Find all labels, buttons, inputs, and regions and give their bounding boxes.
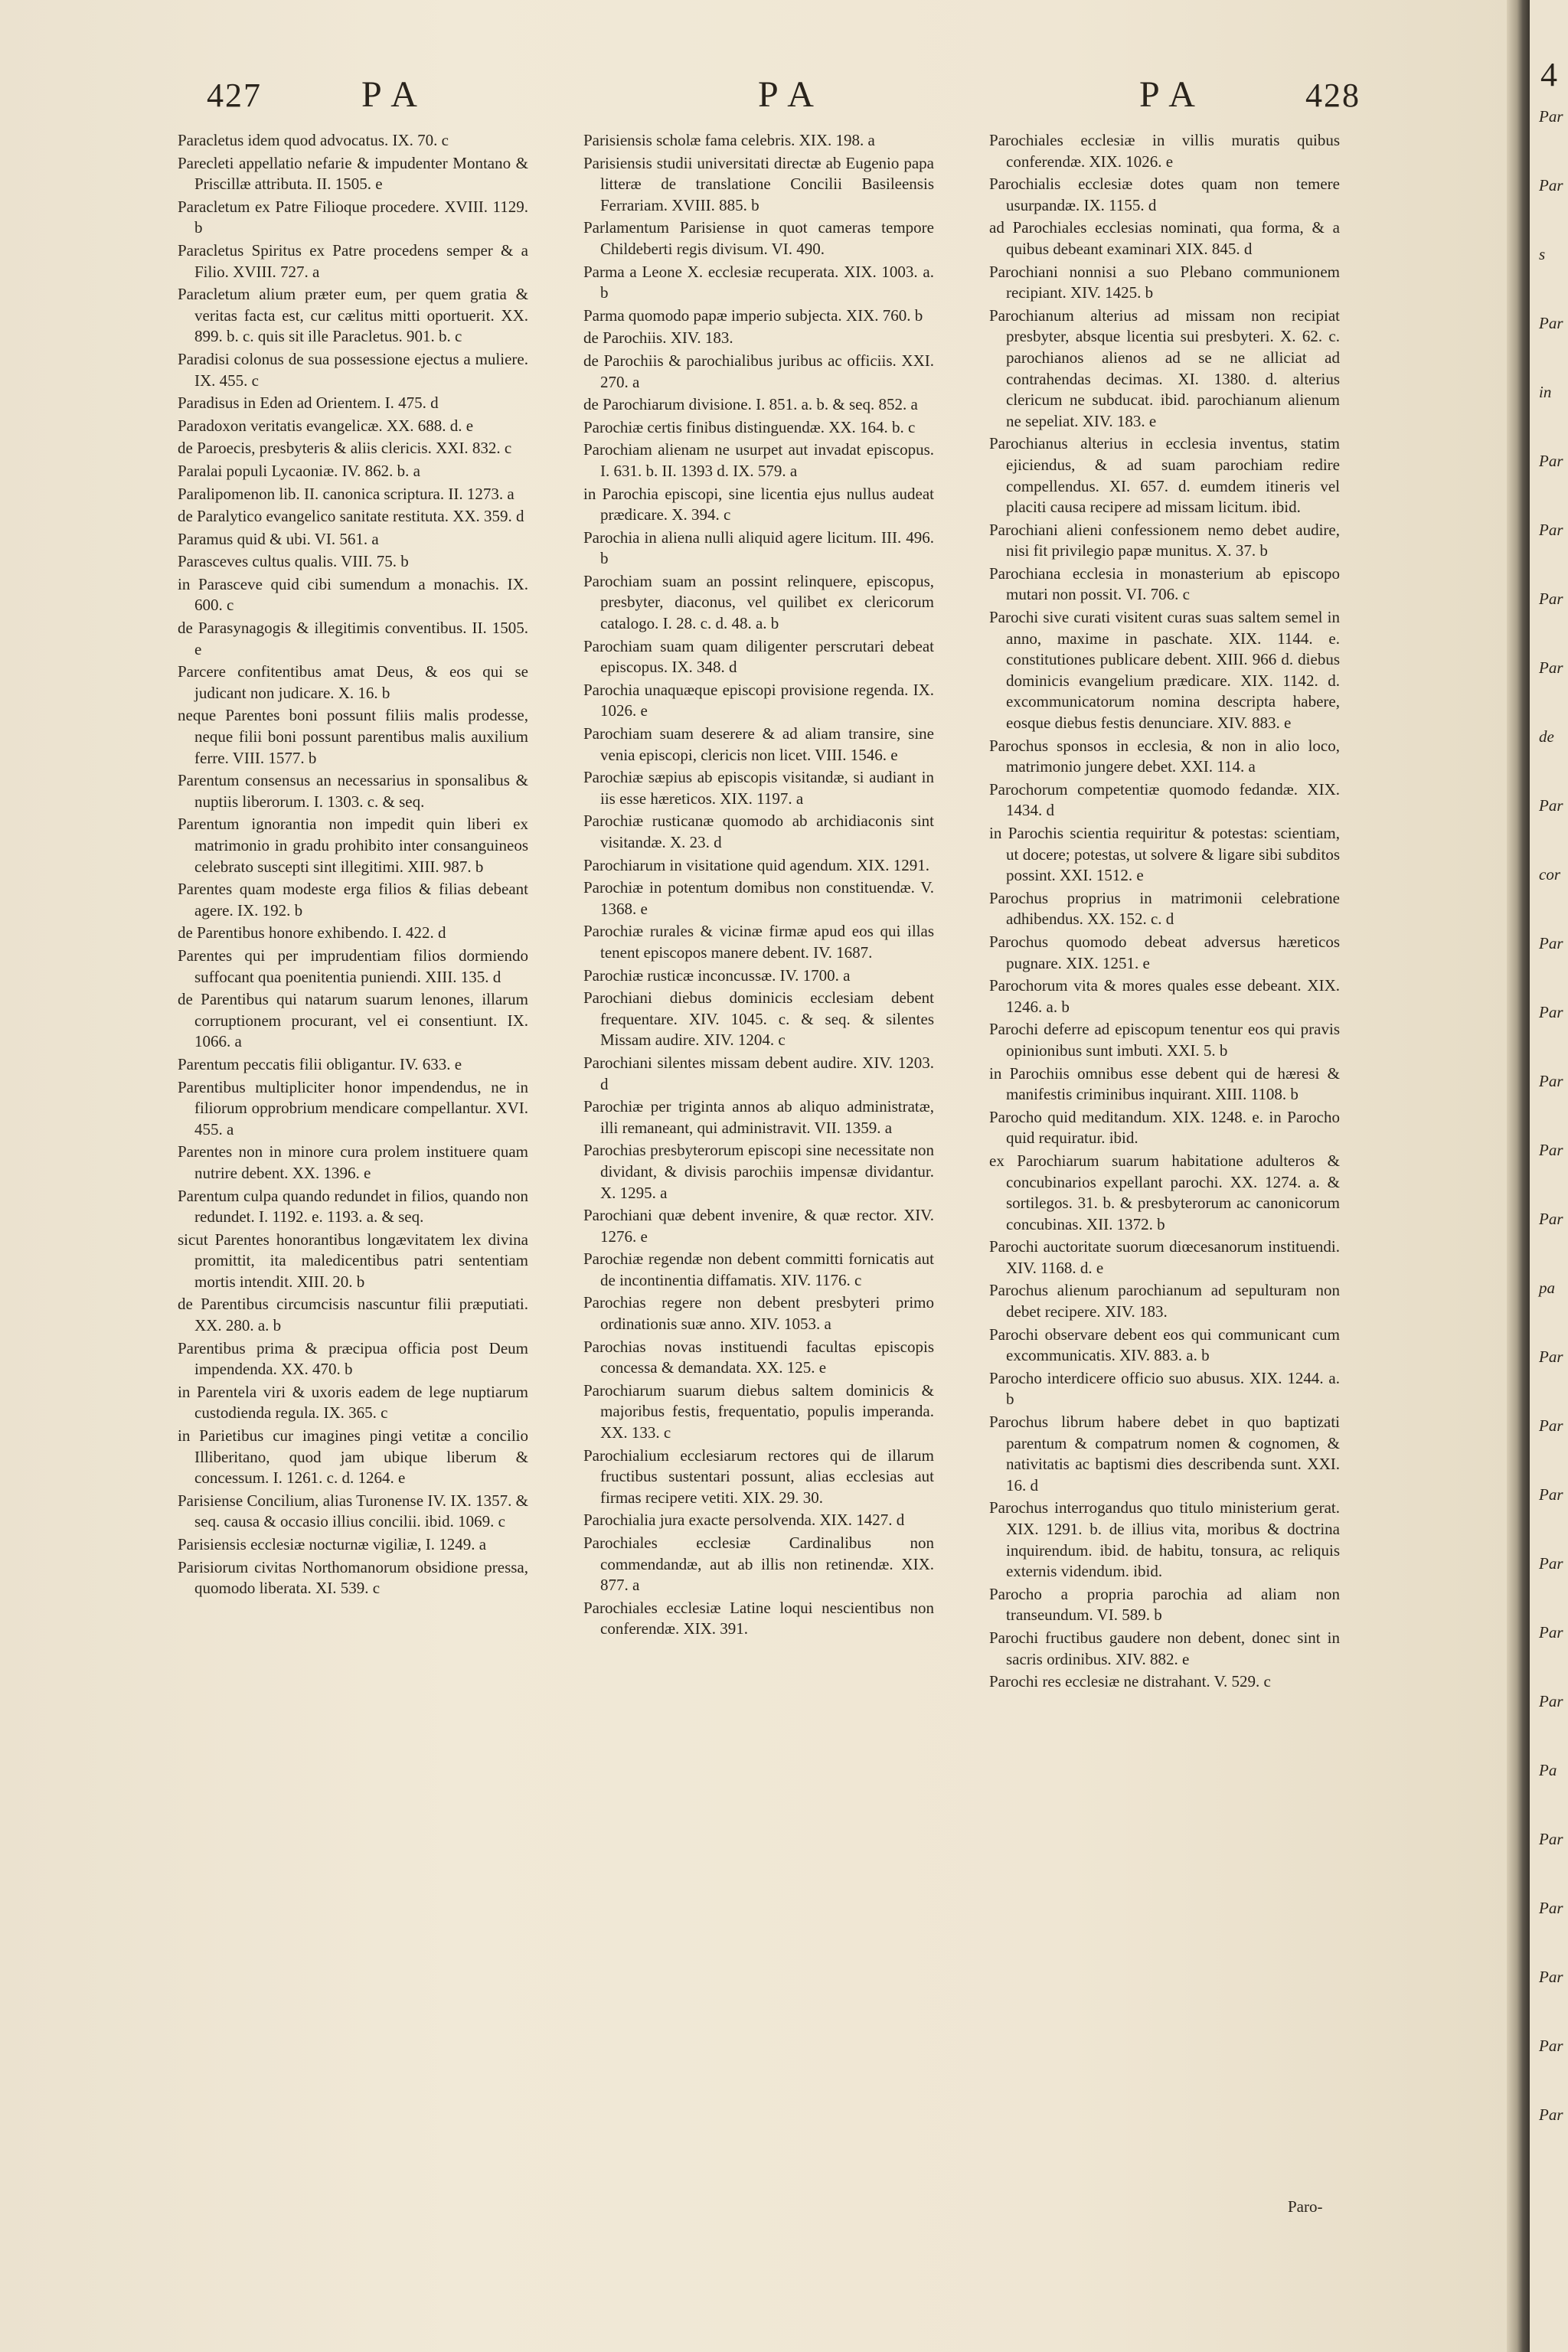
index-entry: Parma quomodo papæ imperio subjecta. XIX. 760. b xyxy=(583,305,923,325)
next-page-line-fragment: Par xyxy=(1539,1003,1563,1021)
index-column-2 xyxy=(583,130,934,1642)
next-page-line-fragment: Par xyxy=(1539,934,1563,952)
catchword: Paro- xyxy=(1288,2197,1323,2216)
index-entry: Parochiam suam deserere & ad aliam transire, sine venia episcopi, clericis non licet. VIII. 1546. e xyxy=(583,724,934,764)
next-page-line-fragment: Par xyxy=(1539,452,1563,470)
index-entry: Parlamentum Parisiense in quot cameras tempore Childeberti regis divisum. VI. 490. xyxy=(583,218,934,258)
book-gutter xyxy=(1507,0,1530,2352)
index-entry: Parentibus prima & præcipua officia post Deum impendenda. XX. 470. b xyxy=(178,1338,528,1379)
index-entry: Parentum peccatis filii obligantur. IV. 633. e xyxy=(178,1054,462,1073)
index-entry: Parochiæ certis finibus distinguendæ. XX. 164. b. c xyxy=(583,417,916,436)
index-entry: ex Parochiarum suarum habitatione adulteros & concubinarios expellant parochi. XX. 1274. a. & sortilegos. 31. b. & presbyterorum ac canonicorum concubinas. XII. 1372. b xyxy=(989,1151,1340,1233)
index-entry: de Parentibus honore exhibendo. I. 422. d xyxy=(178,923,446,942)
index-entry: in Parasceve quid cibi sumendum a monachis. IX. 600. c xyxy=(178,574,528,615)
index-entry: Parochiani diebus dominicis ecclesiam debent frequentare. XIV. 1045. c. & seq. & silentes Missam audire. XIV. 1204. c xyxy=(583,988,934,1050)
next-page-line-fragment: Par xyxy=(1539,1072,1563,1090)
index-entry: in Parochia episcopi, sine licentia ejus nullus audeat prædicare. X. 394. c xyxy=(583,484,934,524)
index-entry: Parochiana ecclesia in monasterium ab episcopo mutari non possit. VI. 706. c xyxy=(989,564,1340,604)
index-entry: in Parochiis omnibus esse debent qui de hæresi & manifestis criminibus inquirant. XIII. 1108. b xyxy=(989,1063,1340,1104)
next-page-line-fragment: pa xyxy=(1539,1279,1555,1297)
index-entry: Parochiam alienam ne usurpet aut invadat episcopus. I. 631. b. II. 1393 d. IX. 579. a xyxy=(583,440,934,480)
next-page-line-fragment: Par xyxy=(1539,1348,1563,1366)
running-head-left: P A xyxy=(361,74,419,115)
next-page-line-fragment: Par xyxy=(1539,1554,1563,1573)
next-page-line-fragment: Par xyxy=(1539,590,1563,608)
index-entry: Parisiense Concilium, alias Turonense IV. IX. 1357. & seq. causa & occasio illius concilii. ibid. 1069. c xyxy=(178,1491,528,1531)
next-page-line-fragment: Par xyxy=(1539,658,1563,677)
index-entry: Paralai populi Lycaoniæ. IV. 862. b. a xyxy=(178,461,420,480)
next-page-line-fragment: Par xyxy=(1539,2105,1563,2124)
next-page-line-fragment: Par xyxy=(1539,1899,1563,1917)
index-entry: Parochi deferre ad episcopum tenentur eos qui pravis opinionibus sunt imbuti. XXI. 5. b xyxy=(989,1020,1340,1060)
right-page-number: 428 xyxy=(1305,77,1361,114)
index-column-1 xyxy=(178,130,528,1601)
next-page-line-fragment: cor xyxy=(1539,865,1560,884)
index-entry: de Parochiis & parochialibus juribus ac officiis. XXI. 270. a xyxy=(583,351,934,391)
index-entry: Parcere confitentibus amat Deus, & eos qui se judicant non judicare. X. 16. b xyxy=(178,662,528,702)
index-entry: Paralipomenon lib. II. canonica scriptura. II. 1273. a xyxy=(178,484,514,503)
index-entry: de Parentibus circumcisis nascuntur filii præputiati. XX. 280. a. b xyxy=(178,1295,528,1335)
index-entry: Parochiales ecclesiæ Latine loqui nescientibus non conferendæ. XIX. 391. xyxy=(583,1598,934,1638)
index-entry: Paracletus Spiritus ex Patre procedens semper & a Filio. XVIII. 727. a xyxy=(178,240,528,281)
index-entry: Parentes quam modeste erga filios & filias debeant agere. IX. 192. b xyxy=(178,880,528,920)
next-page-line-fragment: Par xyxy=(1539,1485,1563,1504)
index-entry: Parochianus alterius in ecclesia inventus, statim ejiciendus, & ad suam parochiam redire compellendus. XI. 657. d. eumdem itineris vel placiti causa recipere ad missam licitum. ibid. xyxy=(989,434,1340,517)
index-entry: Parochus proprius in matrimonii celebratione adhibendus. XX. 152. c. d xyxy=(989,888,1340,929)
index-entry: Parochiani alieni confessionem nemo debet audire, nisi fit privilegio papæ munitus. X. 37. b xyxy=(989,520,1340,560)
index-entry: Parochiarum suarum diebus saltem dominicis & majoribus festis, frequentatio, populis imperanda. XX. 133. c xyxy=(583,1380,934,1442)
index-entry: de Paralytico evangelico sanitate restituta. XX. 359. d xyxy=(178,507,524,526)
index-entry: Parocho interdicere officio suo abusus. XIX. 1244. a. b xyxy=(989,1368,1340,1409)
index-entry: Parentes non in minore cura prolem instituere quam nutrire debent. XX. 1396. e xyxy=(178,1142,528,1182)
index-entry: Paradisi colonus de sua possessione ejectus a muliere. IX. 455. c xyxy=(178,349,528,390)
next-page-line-fragment: in xyxy=(1539,383,1552,401)
next-page-line-fragment: s xyxy=(1539,245,1546,263)
index-entry: Paracletus idem quod advocatus. IX. 70. c xyxy=(178,131,449,149)
index-entry: Parochus interrogandus quo titulo ministerium gerat. XIX. 1291. b. de illius vita, moribus & doctrina inquirendum. ibid. de habitu, tonsura, ac reliquis externis videndum. ibid. xyxy=(989,1498,1340,1581)
index-entry: Parentibus multipliciter honor impendendus, ne in filiorum opprobrium mendicare compellantur. XVI. 455. a xyxy=(178,1077,528,1138)
index-entry: Parochiam suam an possint relinquere, episcopus, presbyter, diaconus, vel quilibet ex clericorum catalogo. I. 28. c. d. 48. a. b xyxy=(583,571,934,633)
index-entry: Parochias novas instituendi facultas episcopis concessa & demandata. XX. 125. e xyxy=(583,1337,934,1377)
index-entry: Parentum culpa quando redundet in filios, quando non redundet. I. 1192. e. 1193. a. & seq. xyxy=(178,1186,528,1227)
index-entry: Parochiani nonnisi a suo Plebano communionem recipiant. XIV. 1425. b xyxy=(989,262,1340,302)
next-page-edge xyxy=(1530,0,1568,2352)
index-entry: Parochus quomodo debeat adversus hæreticos pugnare. XIX. 1251. e xyxy=(989,932,1340,972)
index-entry: Parochus librum habere debet in quo baptizati parentum & compatrum nomen & cognomen, & nativitatis ac baptismi dies describenda sunt. XXI. 16. d xyxy=(989,1413,1340,1494)
index-entry: Parochiales ecclesiæ Cardinalibus non commendandæ, aut ab illis non retinendæ. XIX. 877. a xyxy=(583,1534,934,1595)
running-head-center: P A xyxy=(758,74,815,115)
index-entry: in Parietibus cur imagines pingi vetitæ a concilio Illiberitano, quod jam ubique liberum & concessum. I. 1261. c. d. 1264. e xyxy=(178,1426,528,1488)
index-entry: Paramus quid & ubi. VI. 561. a xyxy=(178,529,379,548)
index-entry: Parochiæ regendæ non debent committi fornicatis aut de incontinentia diffamatis. XIV. 1176. c xyxy=(583,1250,934,1289)
index-entry: Parochialis ecclesiæ dotes quam non temere usurpandæ. IX. 1155. d xyxy=(989,175,1340,214)
left-page-number: 427 xyxy=(207,77,262,114)
next-page-line-fragment: Pa xyxy=(1539,1761,1557,1779)
index-entry: Parochiani quæ debent invenire, & quæ rector. XIV. 1276. e xyxy=(583,1206,934,1246)
index-entry: Parochiæ rusticæ inconcussæ. IV. 1700. a xyxy=(583,965,851,985)
index-entry: Parochialia jura exacte persolvenda. XIX. 1427. d xyxy=(583,1511,905,1530)
next-page-line-fragment: Par xyxy=(1539,1968,1563,1986)
running-head-right: P A xyxy=(1139,74,1197,115)
index-entry: Parentum consensus an necessarius in sponsalibus & nuptiis liberorum. I. 1303. c. & seq. xyxy=(178,771,528,811)
index-entry: Parochorum vita & mores quales esse debeant. XIX. 1246. a. b xyxy=(989,976,1340,1016)
index-entry: Parochi res ecclesiæ ne distrahant. V. 529. c xyxy=(989,1672,1271,1691)
index-entry: Parochi observare debent eos qui communicant cum excommunicatis. XIV. 883. a. b xyxy=(989,1325,1340,1365)
index-entry: Parochia in aliena nulli aliquid agere licitum. III. 496. b xyxy=(583,528,934,568)
index-entry: Parisiensis scholæ fama celebris. XIX. 198. a xyxy=(583,131,875,149)
index-entry: neque Parentes boni possunt filiis malis prodesse, neque filii boni possunt parentibus malis auxilium ferre. VIII. 1577. b xyxy=(178,706,528,767)
index-entry: in Parentela viri & uxoris eadem de lege nuptiarum custodienda regula. IX. 365. c xyxy=(178,1382,528,1423)
index-entry: Paradoxon veritatis evangelicæ. XX. 688. d. e xyxy=(178,416,474,435)
index-entry: Parochiæ per triginta annos ab aliquo administratæ, illi remaneant, qui administravit. VII. 1359. a xyxy=(583,1097,934,1137)
index-entry: Parochiæ rusticanæ quomodo ab archidiaconis sint visitandæ. X. 23. d xyxy=(583,812,934,851)
index-entry: Parochiales ecclesiæ in villis muratis quibus conferendæ. XIX. 1026. e xyxy=(989,131,1340,171)
index-entry: Parisiensis ecclesiæ nocturnæ vigiliæ, I. 1249. a xyxy=(178,1535,487,1553)
index-entry: Paracletum alium præter eum, per quem gratia & veritas facta est, cur cælitus mitti oportuerit. XX. 899. b. c. quis sit ille Paracletus. 901. b. c xyxy=(178,285,528,346)
index-entry: Parisiensis studii universitati directæ ab Eugenio papa litteræ de translatione Concilii Basileensis Ferrariam. XVIII. 885. b xyxy=(583,153,934,214)
index-column-3 xyxy=(989,130,1340,1694)
index-entry: Parisiorum civitas Northomanorum obsidione pressa, quomodo liberata. XI. 539. c xyxy=(178,1557,528,1598)
index-entry: Paracletum ex Patre Filioque procedere. XVIII. 1129. b xyxy=(178,197,528,237)
index-entry: de Parentibus qui natarum suarum lenones, illarum corruptionem procurant, vel ei consentiunt. IX. 1066. a xyxy=(178,990,528,1051)
index-entry: Parochia unaquæque episcopi provisione regenda. IX. 1026. e xyxy=(583,680,934,720)
index-entry: Parocho a propria parochia ad aliam non transeundum. VI. 589. b xyxy=(989,1584,1340,1625)
index-entry: de Paroecis, presbyteris & aliis clericis. XXI. 832. c xyxy=(178,439,512,458)
index-entry: Parentum ignorantia non impedit quin liberi ex matrimonio in gradu prohibito inter consanguineos celebrato suscepti sint illegitimi. XIII. 987. b xyxy=(178,815,528,876)
index-entry: Parochi sive curati visitent curas suas saltem semel in anno, maxime in paschate. XIX. 1144. e. constitutiones publicare debent. XIII. 966 d. diebus dominicis evangelium prædicare. XIX. 1142. d. excommunicatorum nomina descripta habere, eosque diebus festis denunciare. XIV. 883. e xyxy=(989,608,1340,733)
index-entry: Parochus alienum parochianum ad sepulturam non debet recipere. XIV. 183. xyxy=(989,1281,1340,1321)
next-page-line-fragment: Par xyxy=(1539,1416,1563,1435)
index-entry: Parochialium ecclesiarum rectores qui de illarum fructibus sustentari possunt, alias ecclesias aut firmas recipere vetiti. XIX. 29. 30. xyxy=(583,1446,934,1507)
next-page-number-fragment: 4 xyxy=(1540,56,1557,93)
index-entry: Parasceves cultus qualis. VIII. 75. b xyxy=(178,552,409,571)
next-page-line-fragment: Par xyxy=(1539,1210,1563,1228)
index-entry: Parochiæ rurales & vicinæ firmæ apud eos qui illas tenent episcopos manere debent. IV. 1687. xyxy=(583,922,934,962)
index-entry: Parecleti appellatio nefarie & impudenter Montano & Priscillæ attributa. II. 1505. e xyxy=(178,153,528,194)
next-page-line-fragment: Par xyxy=(1539,1692,1563,1710)
next-page-line-fragment: Par xyxy=(1539,796,1563,815)
index-entry: Parma a Leone X. ecclesiæ recuperata. XIX. 1003. a. b xyxy=(583,262,934,302)
next-page-line-fragment: Par xyxy=(1539,107,1563,126)
index-entry: de Parasynagogis & illegitimis conventibus. II. 1505. e xyxy=(178,619,528,658)
index-entry: Parocho quid meditandum. XIX. 1248. e. in Parocho quid requiratur. ibid. xyxy=(989,1107,1340,1148)
next-page-line-fragment: Par xyxy=(1539,2037,1563,2055)
index-entry: Parochiarum in visitatione quid agendum. XIX. 1291. xyxy=(583,855,930,874)
index-entry: Parochianum alterius ad missam non recipiat presbyter, absque licentia sui presbyteri. X. 62. c. parochianos alienos ad se ne alliciat ad contrahendas decimas. XI. 1380. d. alterius clericum ne subducat. ibid. parochianum alienum ne sepeliat. XIV. 183. e xyxy=(989,305,1340,430)
index-entry: de Parochiarum divisione. I. 851. a. b. & seq. 852. a xyxy=(583,395,918,414)
index-entry: Parochi fructibus gaudere non debent, donec sint in sacris ordinibus. XIV. 882. e xyxy=(989,1628,1340,1668)
next-page-line-fragment: Par xyxy=(1539,1830,1563,1848)
index-entry: in Parochis scientia requiritur & potestas: scientiam, ut docere; potestas, ut solvere & ligare sibi subditos possint. XXI. 1512. e xyxy=(989,824,1340,885)
index-entry: de Parochiis. XIV. 183. xyxy=(583,328,733,348)
index-entry: Parochiam suam quam diligenter perscrutari debeat episcopus. IX. 348. d xyxy=(583,636,934,677)
next-page-line-fragment: de xyxy=(1539,727,1554,746)
next-page-line-fragment: Par xyxy=(1539,1141,1563,1159)
next-page-line-fragment: Par xyxy=(1539,521,1563,539)
next-page-line-fragment: Par xyxy=(1539,176,1563,194)
index-entry: sicut Parentes honorantibus longævitatem lex divina promittit, ita maledicentibus patri sententiam mortis intendit. XIII. 20. b xyxy=(178,1230,528,1291)
index-entry: Parochias presbyterorum episcopi sine necessitate non dividant, & divisis parochiis impensæ dividantur. X. 1295. a xyxy=(583,1141,934,1202)
index-entry: Parochias regere non debent presbyteri primo ordinationis suæ anno. XIV. 1053. a xyxy=(583,1293,934,1334)
index-entry: Parochi auctoritate suorum diœcesanorum instituendi. XIV. 1168. d. e xyxy=(989,1237,1340,1277)
index-entry: Parentes qui per imprudentiam filios dormiendo suffocant qua poenitentia puniendi. XIII. 135. d xyxy=(178,946,528,986)
index-entry: Parochus sponsos in ecclesia, & non in alio loco, matrimonio jungere debet. XXI. 114. a xyxy=(989,736,1340,776)
next-page-line-fragment: Par xyxy=(1539,1623,1563,1642)
index-entry: Parochorum competentiæ quomodo fedandæ. XIX. 1434. d xyxy=(989,779,1340,820)
index-entry: ad Parochiales ecclesias nominati, qua forma, & a quibus debeant examinari XIX. 845. d xyxy=(989,218,1340,258)
index-entry: Paradisus in Eden ad Orientem. I. 475. d xyxy=(178,394,439,413)
index-entry: Parochiæ in potentum domibus non constituendæ. V. 1368. e xyxy=(583,878,934,918)
next-page-line-fragment: Par xyxy=(1539,314,1563,332)
index-entry: Parochiæ sæpius ab episcopis visitandæ, si audiant in iis esse hæreticos. XIX. 1197. a xyxy=(583,768,934,808)
index-entry: Parochiani silentes missam debent audire. XIV. 1203. d xyxy=(583,1053,934,1093)
